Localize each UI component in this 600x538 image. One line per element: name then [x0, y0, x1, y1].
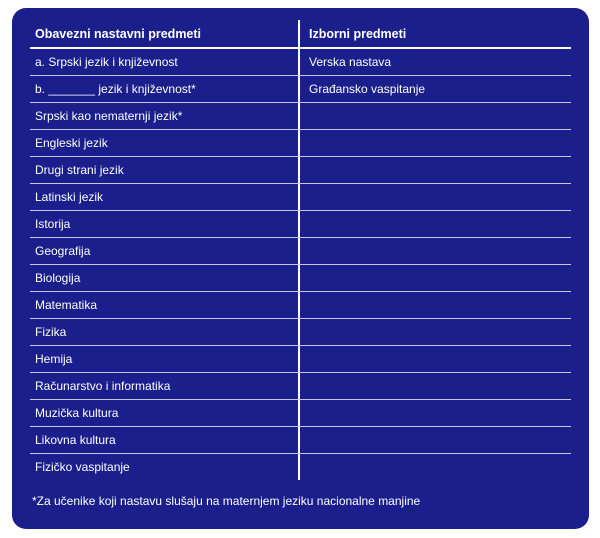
mandatory-subject-cell: a. Srpski jezik i književnost — [30, 49, 300, 75]
table-row — [30, 76, 571, 103]
table-row — [30, 103, 571, 130]
mandatory-subject-cell: b. _______ jezik i književnost* — [30, 76, 300, 102]
elective-subject-cell: Verska nastava — [309, 55, 392, 69]
table-row — [30, 400, 571, 427]
table-row — [30, 454, 571, 480]
mandatory-subject-cell: Geografija — [30, 238, 300, 264]
table-row — [30, 49, 571, 76]
elective-subject-cell — [300, 373, 571, 399]
header-mandatory-subjects: Obavezni nastavni predmeti — [30, 20, 300, 47]
elective-subject-cell — [300, 427, 571, 453]
mandatory-subject-cell: Fizičko vaspitanje — [30, 454, 300, 480]
elective-subject-cell — [300, 211, 571, 237]
table-row — [30, 373, 571, 400]
mandatory-subject-cell: Biologija — [30, 265, 300, 291]
table-row — [30, 211, 571, 238]
elective-subject-cell — [300, 346, 571, 372]
mandatory-subject-cell: Muzička kultura — [30, 400, 300, 426]
table-row — [30, 265, 571, 292]
elective-subject-cell — [300, 265, 571, 291]
subjects-card — [12, 8, 589, 529]
table-row — [30, 157, 571, 184]
elective-subject-cell — [300, 292, 571, 318]
elective-subject-cell: Građansko vaspitanje — [309, 82, 426, 96]
table-row — [30, 292, 571, 319]
table-row — [30, 238, 571, 265]
table-row — [30, 319, 571, 346]
elective-subject-cell — [300, 238, 571, 264]
mandatory-subject-cell: Likovna kultura — [30, 427, 300, 453]
table-row — [30, 130, 571, 157]
subjects-table — [30, 20, 571, 480]
elective-subject-cell — [300, 130, 571, 156]
mandatory-subject-cell: Računarstvo i informatika — [30, 373, 300, 399]
table-header — [30, 20, 571, 49]
elective-subject-cell — [300, 454, 571, 480]
header-elective-subjects: Izborni predmeti — [309, 26, 407, 41]
mandatory-subject-cell: Latinski jezik — [30, 184, 300, 210]
mandatory-subject-cell: Fizika — [30, 319, 300, 345]
mandatory-subject-cell: Srpski kao nematernji jezik* — [30, 103, 300, 129]
table-row — [30, 346, 571, 373]
mandatory-subject-cell: Drugi strani jezik — [30, 157, 300, 183]
mandatory-subject-cell: Matematika — [30, 292, 300, 318]
table-row — [30, 184, 571, 211]
elective-subject-cell — [300, 157, 571, 183]
mandatory-subject-cell: Hemija — [30, 346, 300, 372]
elective-subject-cell — [300, 184, 571, 210]
mandatory-subject-cell: Istorija — [30, 211, 300, 237]
elective-subject-cell — [300, 400, 571, 426]
elective-subject-cell — [300, 319, 571, 345]
mandatory-subject-cell: Engleski jezik — [30, 130, 300, 156]
elective-subject-cell — [300, 103, 571, 129]
footnote: *Za učenike koji nastavu slušaju na maternjem jeziku nacionalne manjine — [32, 494, 421, 508]
table-row — [30, 427, 571, 454]
